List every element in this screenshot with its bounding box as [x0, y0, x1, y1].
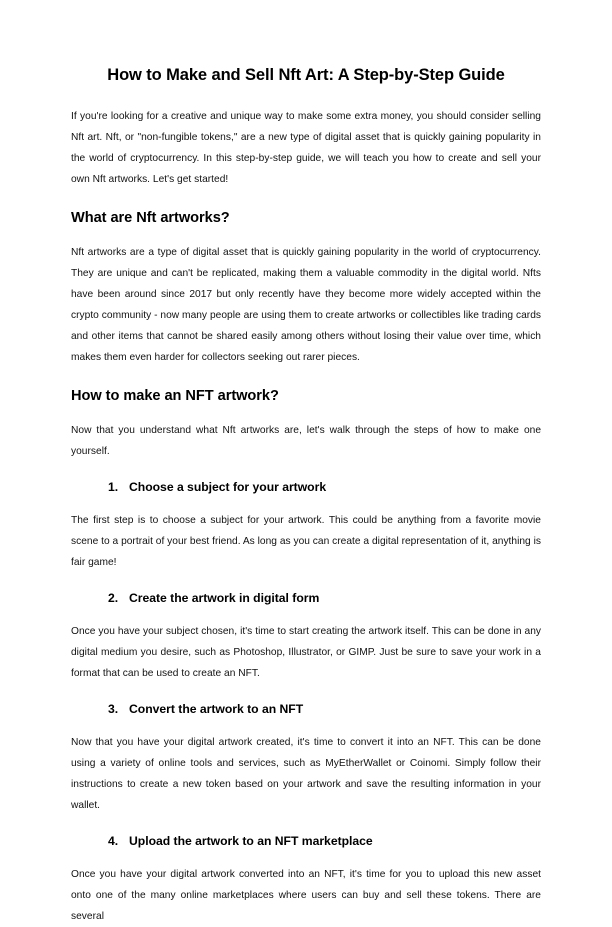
- list-item: [71, 832, 541, 850]
- step-title: Convert the artwork to an NFT: [129, 702, 304, 716]
- section-body-what-are-nft-artworks: Nft artworks are a type of digital asset that is quickly gaining popularity in the world of cryptocurrency. They are unique and can't be replicated, making them a valuable commodity in the digital world. Nfts have been around since 2017 but only recently have they become more widely accepted within the crypto community - now many people are using them to create artworks or collectibles like trading cards and other items that cannot be shared easily among others without losing their value over time, which makes them even harder for collectors seeking out rarer pieces.: [71, 247, 541, 363]
- step-number: 2.: [108, 591, 119, 605]
- page-title: How to Make and Sell Nft Art: A Step-by-Step Guide: [107, 66, 505, 84]
- step-title: Upload the artwork to an NFT marketplace: [129, 834, 373, 848]
- step-number: 3.: [108, 702, 119, 716]
- section-body-how-to-make-an-nft-artwork: Now that you understand what Nft artworks are, let's walk through the steps of how to make one yourself.: [71, 425, 541, 457]
- document-content: [71, 0, 541, 927]
- step-number: 4.: [108, 834, 119, 848]
- list-item: [71, 589, 541, 607]
- step-body: Once you have your digital artwork converted into an NFT, it's time for you to upload this new asset onto one of the many online marketplaces where users can buy and sell these tokens. There are several: [71, 869, 541, 922]
- list-item: [71, 700, 541, 718]
- intro-paragraph: If you're looking for a creative and unique way to make some extra money, you should consider selling Nft art. Nft, or "non-fungible tokens," are a new type of digital asset that is quickly gaining popularity in the world of cryptocurrency. In this step-by-step guide, we will teach you how to create and sell your own Nft artworks. Let's get started!: [71, 111, 541, 185]
- list-item: [71, 478, 541, 496]
- section-heading-what-are-nft-artworks: What are Nft artworks?: [71, 210, 230, 226]
- step-body: Now that you have your digital artwork created, it's time to convert it into an NFT. This can be done using a variety of online tools and services, such as MyEtherWallet or Coinomi. Simply follow their instructions to create a new token based on your artwork and save the resulting information in your wallet.: [71, 737, 541, 811]
- step-number: 1.: [108, 480, 119, 494]
- step-title: Choose a subject for your artwork: [129, 480, 327, 494]
- step-body: Once you have your subject chosen, it's time to start creating the artwork itself. This can be done in any digital medium you desire, such as Photoshop, Illustrator, or GIMP. Just be sure to save your work in a format that can be used to create an NFT.: [71, 626, 541, 679]
- step-body: The first step is to choose a subject for your artwork. This could be anything from a favorite movie scene to a portrait of your best friend. As long as you can create a digital representation of it, anything is fair game!: [71, 515, 541, 568]
- step-title: Create the artwork in digital form: [129, 591, 320, 605]
- section-heading-how-to-make-an-nft-artwork: How to make an NFT artwork?: [71, 388, 279, 404]
